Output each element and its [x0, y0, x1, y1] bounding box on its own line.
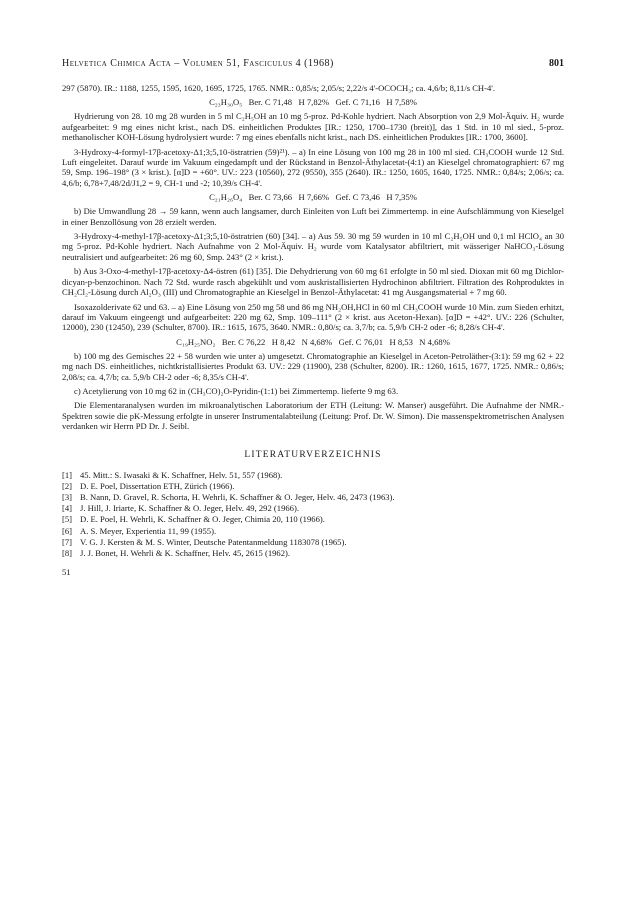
paragraph: b) Aus 3-Oxo-4-methyl-17β-acetoxy-Δ4-östren (61) [35]. Die Dehydrierung von 60 mg 61 erfolgte in 50 ml sied. Dioxan mit 60 mg Dichlor-dicyan-p-benzochinon. Nach 72 Std. wurde rasch abgekühlt und vom auskristallisierten Hydrochinon abfiltriert. Filtration des Rohproduktes in CH₂Cl₂-Lösung durch Al₂O₃ (III) und Chromatographie an Kieselgel in Benzol-Äthylacetat: 41 mg Ausgangsmaterial + 7 mg 60. [62, 266, 564, 298]
reference-text: B. Nann, D. Gravel, R. Schorta, H. Wehrli, K. Schaffner & O. Jeger, Helv. 46, 2473 (1963). [80, 491, 395, 502]
paragraph: 3-Hydroxy-4-methyl-17β-acetoxy-Δ1;3;5,10-östratrien (60) [34]. – a) Aus 59. 30 mg 59 wurden in 10 ml C₂H₅OH und 0,1 ml HClO₄ an 30 mg 5-proz. Pd-Kohle hydriert. Nach Aufnahme von 2 Mol-Äquiv. H₂ wurde vom Katalysator abfiltriert, mit wässeriger NaHCO₃-Lösung neutralisiert und aufgearbeitet: 26 mg 60, Smp. 243° (2 × krist.). [62, 231, 564, 262]
acknowledgement-paragraph: Die Elementaranalysen wurden im mikroanalytischen Laboratorium der ETH (Leitung: W. Manser) ausgeführt. Die Aufnahme der NMR.-Spektren sowie die pK-Messung erfolgte in unserer Instrumentalabteilung (Leitung: Prof. Dr. W. Simon). Die massenspektrometrischen Analysen verdanken wir Herrn PD Dr. J. Seibl. [62, 400, 564, 432]
paragraph: Hydrierung von 28. 10 mg 28 wurden in 5 ml C₂H₅OH an 10 mg 5-proz. Pd-Kohle hydriert. Nach Absorption von 2,9 Mol-Äquiv. H₂ wurde aufgearbeitet: 9 mg eines nicht krist., nach DS. einheitlichen Produktes [IR.: 1250, 1700–1730 (breit)], das 1 Std. in 10 ml sied., 5-proz. methanolischer KOH-Lösung hydrolysiert wurde: 7 mg eines ebenfalls nicht krist., nach DS. einheitlichen Produktes [IR.: 1700, 3600]. [62, 111, 564, 143]
reference-number: [7] [62, 536, 73, 547]
page [62, 58, 564, 577]
reference-number: [4] [62, 503, 73, 514]
running-title: Helvetica Chimica Acta – Volumen 51, Fasciculus 4 (1968) [62, 58, 334, 69]
paragraph: Isoxazolderivate 62 und 63. – a) Eine Lösung von 250 mg 58 und 86 mg NH₂OH,HCl in 60 ml CH₃COOH wurde 10 Min. zum Sieden erhitzt, darauf im Vakuum eingeengt und aufgearbeitet: 220 mg 62, Smp. 109–111° (2 × krist. aus Aceton-Hexan). [α]D = +42°. UV.: 226 (Schulter, 12000), 230 (12450), 239 (Schulter, 8700). IR.: 1615, 1675, 3640. NMR.: 0,80/s; ca. 3,7/b; ca. 5,9/b CH-2 oder -6; 8,28/s CH-4'. [62, 301, 564, 333]
signature-mark: 51 [62, 567, 71, 578]
reference-item [62, 481, 564, 492]
analysis-formula: C₂₃H₃₀O₅ Ber. C 71,48 H 7,82% Gef. C 71,16 H 7,58% [209, 97, 417, 108]
analysis-formula: C₂₁H₂₆O₄ Ber. C 73,66 H 7,66% Gef. C 73,46 H 7,35% [209, 192, 417, 203]
reference-text: A. S. Meyer, Experientia 11, 99 (1955). [80, 525, 217, 536]
paragraph: c) Acetylierung von 10 mg 62 in (CH₃CO)₂O-Pyridin-(1:1) bei Zimmertemp. lieferte 9 mg 63. [74, 385, 399, 396]
reference-item [62, 526, 564, 537]
paragraph: 3-Hydroxy-4-formyl-17β-acetoxy-Δ1;3;5,10-östratrien (59)²¹). – a) In eine Lösung von 100 mg 28 in 100 ml sied. CH₃COOH wurde 12 Std. Luft eingeleitet. Darauf wurde im Vakuum eingedampft und der Rückstand in Benzol-Äthylacetat-(4:1) an Kieselgel chromatographiert: 67 mg 59, Smp. 196–198° (3 × krist.). [α]D = +60°. UV.: 223 (10560), 272 (9550), 355 (2640). IR.: 1250, 1605, 1640, 1725. NMR.: 0,84/s; 2,06/s; ca. 4,6/b; 6,78+7,48/2d/J1,2 = 9, CH-1 und -2; 10,39/s CH-4'. [62, 146, 564, 188]
paragraph: b) 100 mg des Gemisches 22 + 58 wurden wie unter a) umgesetzt. Chromatographie an Kieselgel in Aceton-Petroläther-(3:1): 59 mg 62 + 22 mg nach DS. einheitliches, nichtkristallisiertes Produkt 63. UV.: 229 (11900), 238 (Schulter, 8200). IR.: 1260, 1615, 1677, 1725. NMR.: 0,86/s; 2,08/s; ca. 4,7/b; ca. 5,9/b CH-2 oder -6; 8,35/s CH-4'. [62, 350, 564, 382]
reference-item [62, 503, 564, 514]
reference-text: J. J. Bonet, H. Wehrli & K. Schaffner, Helv. 45, 2615 (1962). [80, 547, 291, 558]
reference-number: [6] [62, 525, 73, 536]
paragraph: b) Die Umwandlung 28 → 59 kann, wenn auch langsamer, durch Einleiten von Luft bei Zimmertemp. in eine Aufschlämmung von Kieselgel in einer Benzollösung von 28 erzielt werden. [62, 206, 564, 227]
reference-text: V. G. J. Kersten & M. S. Winter, Deutsche Patentanmeldung 1183078 (1965). [80, 536, 347, 547]
reference-item [62, 470, 564, 481]
reference-number: [5] [62, 514, 73, 525]
paragraph: 297 (5870). IR.: 1188, 1255, 1595, 1620, 1695, 1725, 1765. NMR.: 0,85/s; 2,05/s; 2,22/s 4'-OCOCH₃; ca. 4,6/b; 8,11/s CH-4'. [62, 83, 495, 93]
reference-item [62, 548, 564, 559]
reference-text: J. Hill, J. Iriarte, K. Schaffner & O. Jeger, Helv. 49, 292 (1966). [80, 503, 299, 514]
analysis-formula: C₁₉H₂₅NO₂ Ber. C 76,22 H 8,42 N 4,68% Gef. C 76,01 H 8,53 N 4,68% [176, 336, 450, 347]
running-header [62, 58, 564, 69]
reference-number: [3] [62, 491, 73, 502]
reference-item [62, 492, 564, 503]
references-title: LITERATURVERZEICHNIS [244, 449, 382, 460]
reference-text: D. E. Poel, Dissertation ETH, Zürich (1966). [80, 480, 235, 491]
reference-number: [1] [62, 469, 73, 480]
reference-number: [2] [62, 480, 73, 491]
reference-item [62, 537, 564, 548]
page-number: 801 [549, 58, 564, 69]
reference-text: D. E. Poel, H. Wehrli, K. Schaffner & O. Jeger, Chimia 20, 110 (1966). [80, 514, 325, 525]
reference-list [62, 470, 564, 560]
reference-item [62, 514, 564, 525]
reference-number: [8] [62, 547, 73, 558]
reference-text: 45. Mitt.: S. Iwasaki & K. Schaffner, Helv. 51, 557 (1968). [80, 469, 283, 480]
